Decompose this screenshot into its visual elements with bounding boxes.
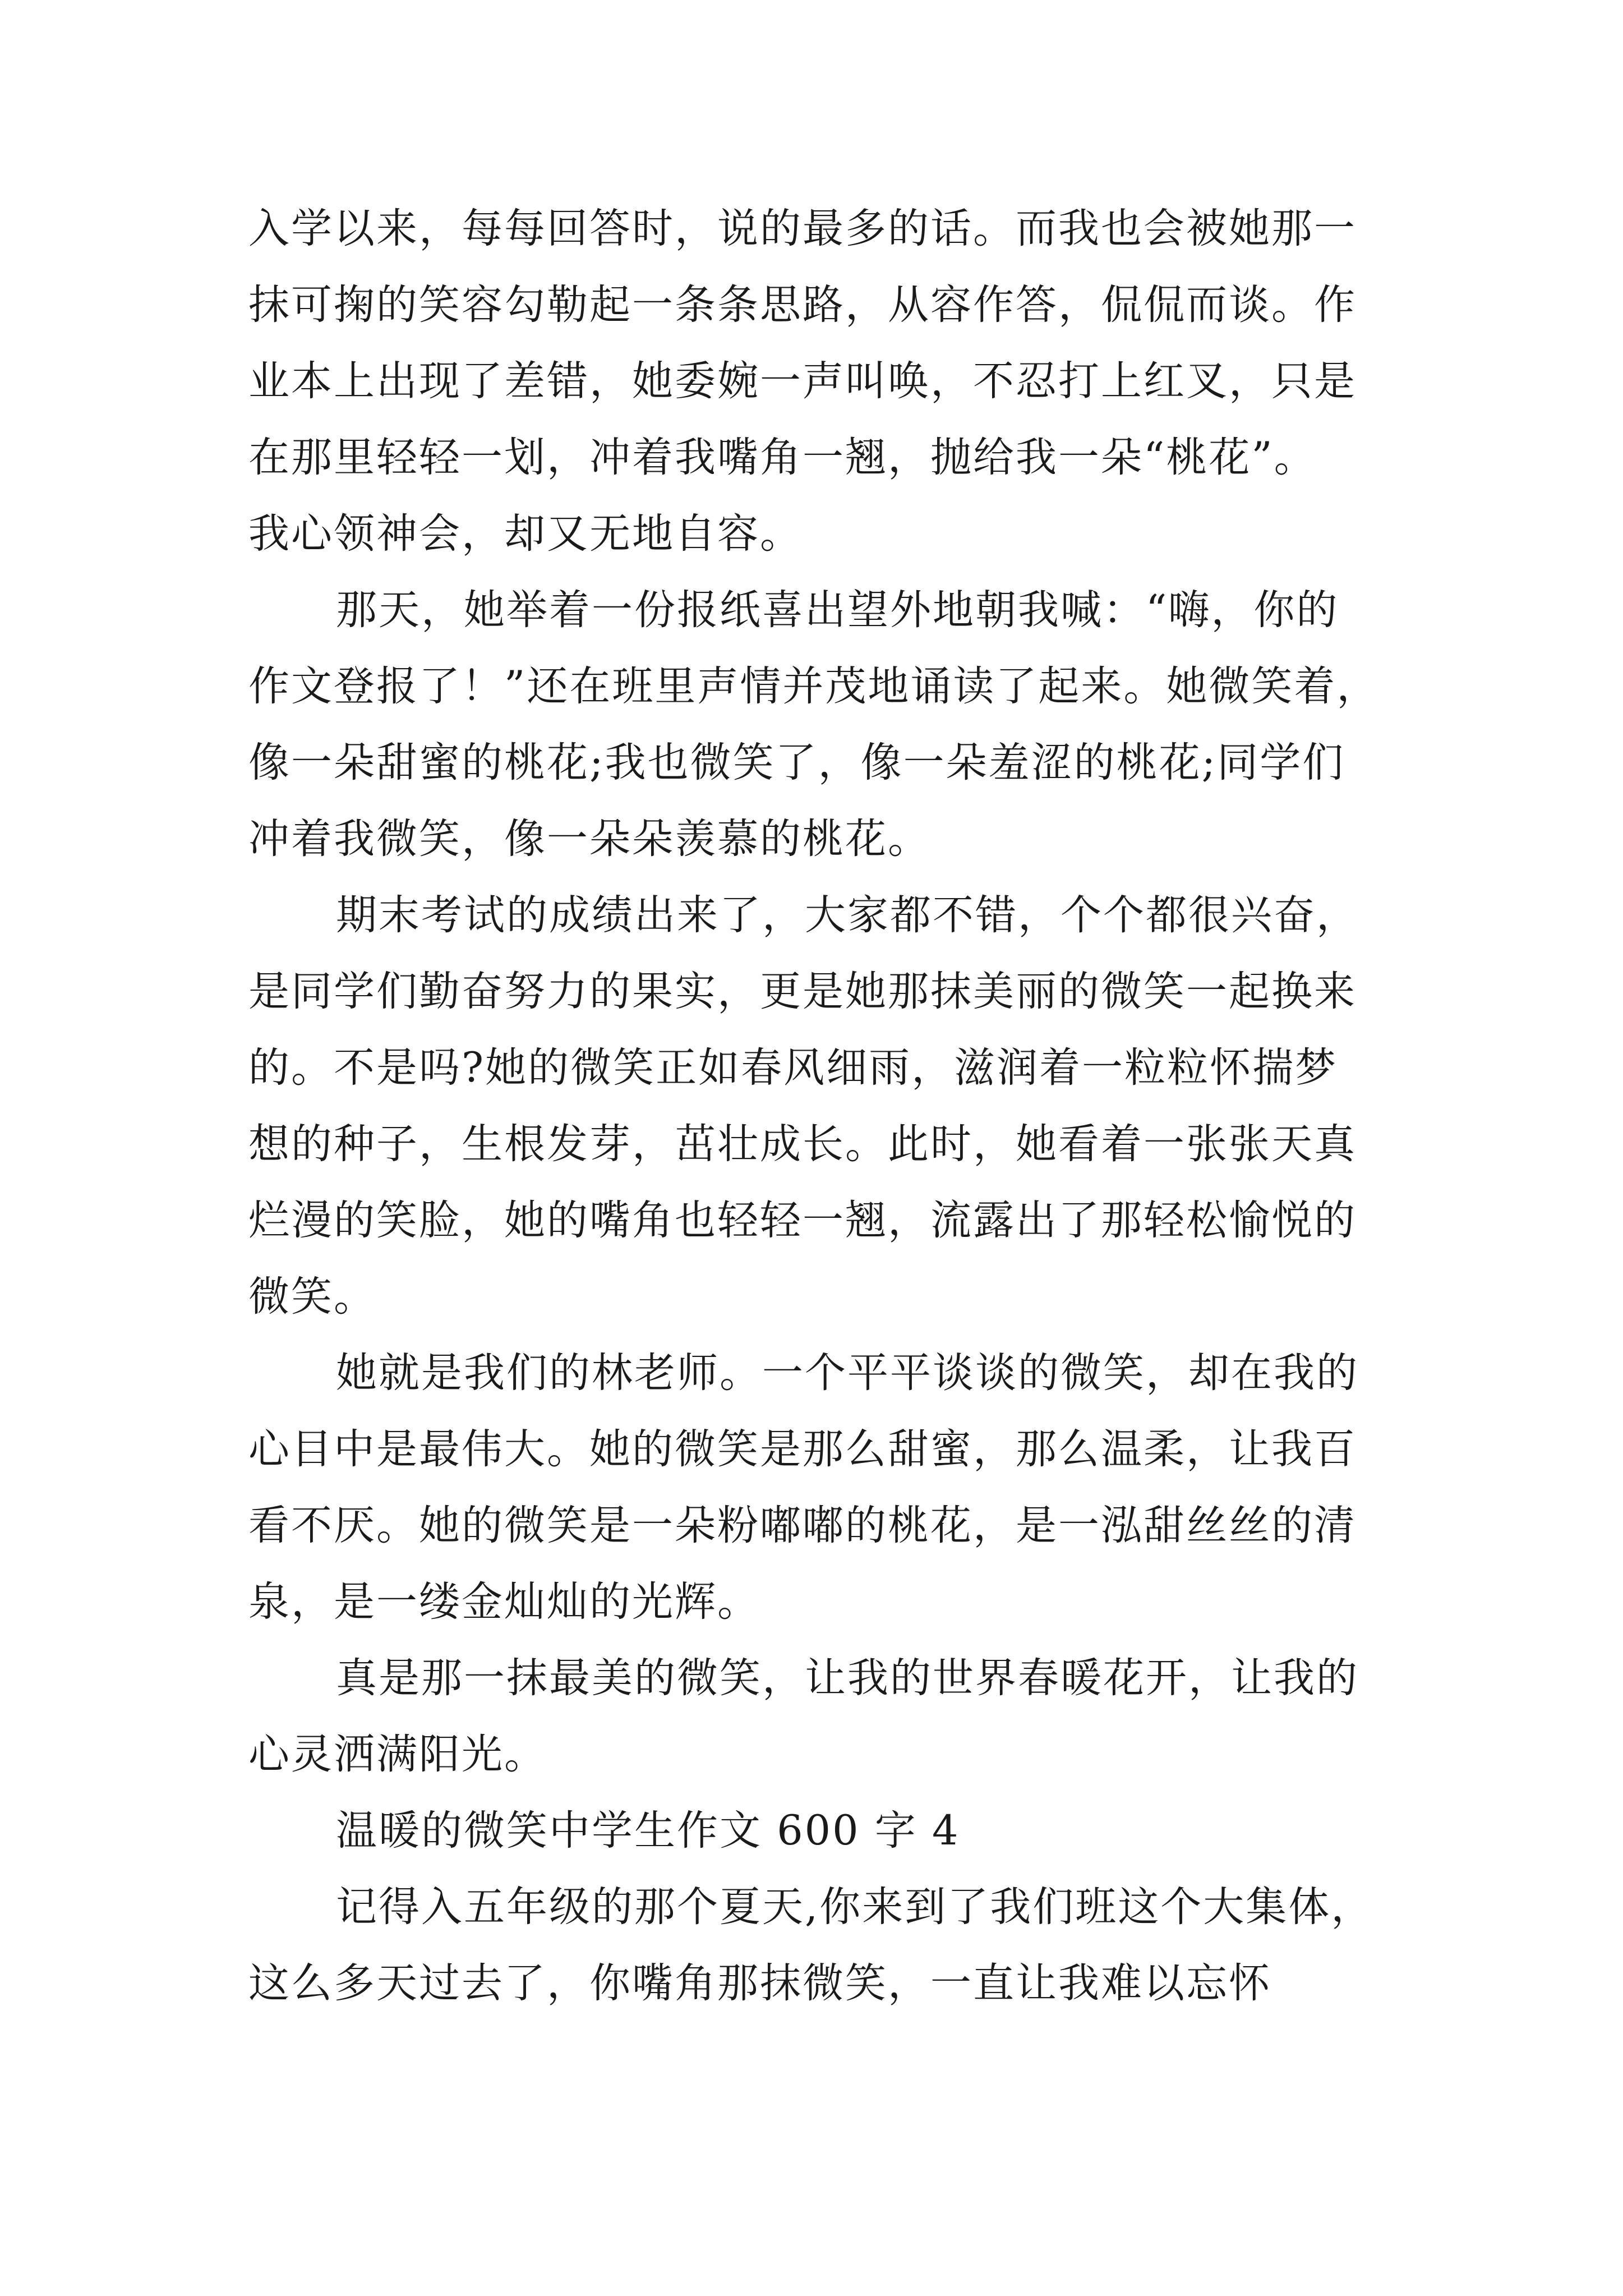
text-line: 是同学们勤奋努力的果实，更是她那抹美丽的微笑一起换来 [248, 968, 1357, 1015]
text-line: 入学以来，每每回答时，说的最多的话。而我也会被她那一 [248, 205, 1357, 252]
text-line: 作文登报了！”还在班里声情并茂地诵读了起来。她微笑着， [248, 662, 1380, 710]
text-line: 心灵洒满阳光。 [248, 1731, 547, 1778]
text-line: 这么多天过去了，你嘴角那抹微笑，一直让我难以忘怀 [248, 1959, 1271, 2007]
text-line: 像一朵甜蜜的桃花;我也微笑了，像一朵羞涩的桃花;同学们 [248, 739, 1345, 786]
text-line: 冲着我微笑，像一朵朵羡慕的桃花。 [248, 815, 930, 863]
text-line: 我心领神会，却又无地自容。 [248, 510, 803, 558]
text-line: 在那里轻轻一划，冲着我嘴角一翘，抛给我一朵“桃花”。 [248, 434, 1317, 481]
text-line: 微笑。 [248, 1273, 376, 1320]
text-line: 抹可掬的笑容勾勒起一条条思路，从容作答，侃侃而谈。作 [248, 281, 1357, 329]
essay-body [248, 191, 1381, 2022]
text-line: 记得入五年级的那个夏天,你来到了我们班这个大集体， [336, 1883, 1374, 1931]
text-line: 心目中是最伟大。她的微笑是那么甜蜜，那么温柔，让我百 [248, 1425, 1357, 1473]
text-line: 看不厌。她的微笑是一朵粉嘟嘟的桃花，是一泓甜丝丝的清 [248, 1502, 1357, 1549]
text-line: 烂漫的笑脸，她的嘴角也轻轻一翘，流露出了那轻松愉悦的 [248, 1197, 1357, 1244]
text-line: 温暖的微笑中学生作文 600 字 4 [336, 1807, 960, 1855]
text-line: 业本上出现了差错，她委婉一声叫唤，不忍打上红叉，只是 [248, 357, 1357, 405]
text-line: 真是那一抹最美的微笑，让我的世界春暖花开，让我的 [336, 1654, 1359, 1702]
text-line: 那天，她举着一份报纸喜出望外地朝我喊：“嗨，你的 [336, 586, 1339, 634]
text-line: 想的种子，生根发芽，茁壮成长。此时，她看着一张张天真 [248, 1120, 1357, 1168]
text-line: 期末考试的成绩出来了，大家都不错，个个都很兴奋， [336, 891, 1359, 939]
text-line: 她就是我们的林老师。一个平平谈谈的微笑，却在我的 [336, 1349, 1359, 1397]
text-line: 泉，是一缕金灿灿的光辉。 [248, 1578, 760, 1626]
text-line: 的。不是吗?她的微笑正如春风细雨，滋润着一粒粒怀揣梦 [248, 1044, 1338, 1092]
